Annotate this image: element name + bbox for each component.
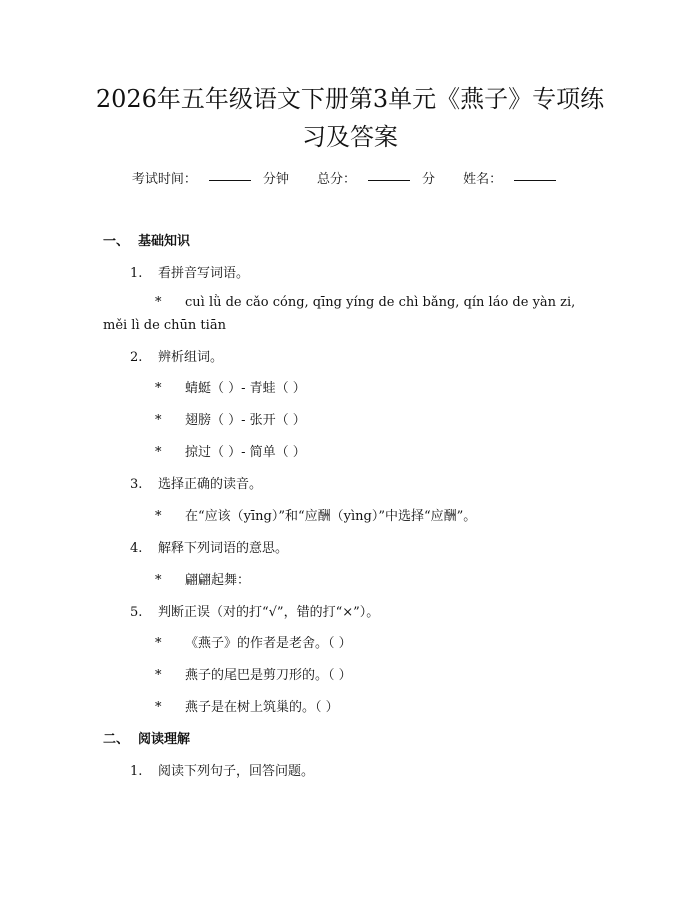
bullet-marker: * — [155, 295, 162, 310]
bullet-item: * 蜻蜓（ ）- 青蛙（ ） — [155, 381, 306, 396]
bullet-marker: * — [155, 509, 162, 524]
bullet-item: * 在“应该（yīng）”和“应酬（yìng）”中选择“应酬”。 — [155, 509, 477, 524]
question: 2. 辨析组词。 — [130, 350, 224, 365]
bullet-marker: * — [155, 668, 162, 683]
exam-meta — [0, 168, 700, 187]
bullet-marker: * — [155, 636, 162, 651]
bullet-marker: * — [155, 445, 162, 460]
score-blank — [368, 180, 410, 181]
question: 1. 看拼音写词语。 — [130, 266, 250, 281]
document-title: 2026年五年级语文下册第3单元《燕子》专项练习及答案 — [95, 85, 605, 151]
question: 3. 选择正确的读音。 — [130, 477, 263, 492]
section-heading: 二、 阅读理解 — [103, 732, 191, 747]
pinyin-bullet: * cuì lǜ de cǎo cóng, qīng yíng de chì bǎng, qín láo de yàn zi, měi lì de chūn tiān — [103, 291, 600, 337]
bullet-marker: * — [155, 381, 162, 396]
time-blank — [209, 180, 251, 181]
bullet-marker: * — [155, 573, 162, 588]
question: 1. 阅读下列句子，回答问题。 — [130, 764, 315, 779]
total-score: 总分： 分 — [316, 172, 436, 187]
bullet-item: * 翅膀（ ）- 张开（ ） — [155, 413, 306, 428]
bullet-item: * 燕子的尾巴是剪刀形的。（ ） — [155, 668, 352, 683]
exam-time: 考试时间： 分钟 — [131, 172, 289, 187]
bullet-item: * 《燕子》的作者是老舍。（ ） — [155, 636, 352, 651]
question: 4. 解释下列词语的意思。 — [130, 541, 289, 556]
bullet-marker: * — [155, 413, 162, 428]
bullet-item: * 掠过（ ）- 简单（ ） — [155, 445, 306, 460]
bullet-item: * 燕子是在树上筑巢的。（ ） — [155, 700, 339, 715]
question: 5. 判断正误（对的打“√”，错的打“×”）。 — [130, 605, 380, 620]
name-blank — [514, 180, 556, 181]
section-heading: 一、 基础知识 — [103, 234, 191, 249]
student-name: 姓名： — [463, 172, 568, 187]
bullet-marker: * — [155, 700, 162, 715]
bullet-item: * 翩翩起舞： — [155, 573, 251, 588]
